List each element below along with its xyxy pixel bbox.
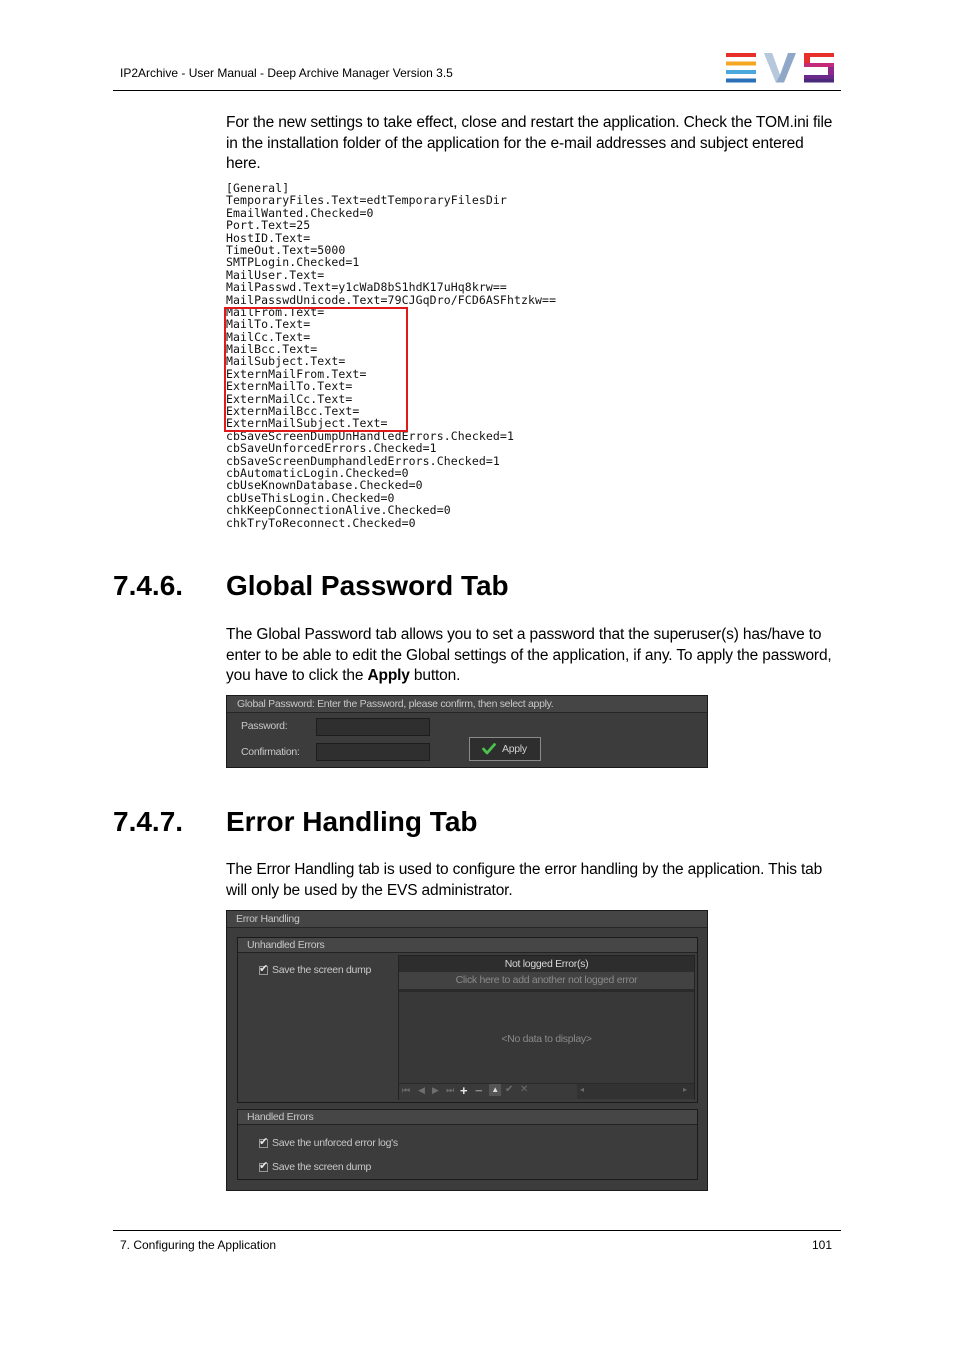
error-handling-panel: [226, 910, 708, 1191]
footer-chapter: 7. Configuring the Application: [120, 1238, 277, 1252]
checkbox-label: Save the screen dump: [272, 964, 372, 976]
global-password-paragraph: The Global Password tab allows you to set a password that the superuser(s) has/have to enter to be able to edit the Global settings of the application, if any. To apply the password, you have to click the Apply button.: [226, 626, 832, 684]
ini-line: MailSubject.Text=: [226, 354, 346, 369]
ini-line: cbUseKnownDatabase.Checked=0: [226, 478, 423, 493]
confirmation-input[interactable]: [316, 743, 430, 761]
check-icon: ✔: [259, 963, 268, 975]
ini-line: TimeOut.Text=5000: [226, 242, 346, 257]
edit-record-icon[interactable]: ▲: [489, 1084, 501, 1096]
section-title: Global Password Tab: [226, 570, 509, 601]
apply-button-label: Apply: [502, 743, 527, 755]
ini-line: EmailWanted.Checked=0: [226, 205, 374, 220]
grid-empty-text: <No data to display>: [501, 1033, 592, 1045]
cancel-record-icon[interactable]: ✕: [520, 1084, 529, 1095]
ini-line: SMTPLogin.Checked=1: [226, 255, 360, 270]
last-record-icon[interactable]: ⏭: [446, 1085, 454, 1095]
apply-button[interactable]: [469, 737, 541, 761]
checkbox-label: Save the unforced error log's: [272, 1137, 398, 1149]
grid-add-row[interactable]: Click here to add another not logged error: [399, 972, 694, 992]
footer-rule: [113, 1230, 841, 1231]
next-record-icon[interactable]: ▶: [432, 1085, 439, 1095]
post-record-icon[interactable]: ✔: [505, 1084, 514, 1095]
group-header: Handled Errors: [238, 1110, 697, 1125]
grid-navigator: [399, 1083, 694, 1100]
ini-line: chkKeepConnectionAlive.Checked=0: [226, 503, 451, 518]
ini-line: MailPasswd.Text=y1cWaD8bS1hdK17uHq8krw==: [226, 280, 507, 295]
apply-bold: Apply: [367, 667, 410, 684]
delete-record-icon[interactable]: −: [475, 1083, 483, 1098]
global-password-panel: [226, 695, 708, 768]
highlight-box: [224, 307, 408, 432]
ini-line: MailBcc.Text=: [226, 342, 318, 357]
ini-line: cbSaveScreenDumphandledErrors.Checked=1: [226, 453, 500, 468]
section-title: Error Handling Tab: [226, 806, 478, 837]
intro-paragraph: For the new settings to take effect, close and restart the application. Check the TOM.ini file in the installation folder of the application for the e-mail addresses and subject entered here.: [226, 114, 833, 172]
horizontal-scrollbar[interactable]: [577, 1084, 694, 1099]
unhandled-errors-group: [237, 937, 698, 1103]
check-icon: ✔: [259, 1136, 268, 1148]
section-number: 7.4.7.: [113, 806, 184, 837]
ini-line: MailPasswdUnicode.Text=79CJGqDro/FCD6ASFhtzkw==: [226, 292, 557, 307]
ini-line: ExternMailCc.Text=: [226, 391, 353, 406]
ini-line: cbAutomaticLogin.Checked=0: [226, 465, 409, 480]
ini-line: ExternMailBcc.Text=: [226, 404, 360, 419]
prev-record-icon[interactable]: ◀: [418, 1085, 425, 1095]
grid-header: Not logged Error(s): [399, 956, 694, 972]
evs-logo: [726, 53, 834, 83]
group-header: Unhandled Errors: [238, 938, 697, 953]
panel-header: Error Handling: [227, 911, 707, 928]
add-record-icon[interactable]: +: [460, 1083, 468, 1098]
error-handling-paragraph: The Error Handling tab is used to configure the error handling by the application. This tab will only be used by the EVS administrator.: [226, 861, 823, 899]
scroll-right-icon[interactable]: ▸: [683, 1085, 687, 1094]
handled-errors-group: [237, 1109, 698, 1180]
ini-line: Port.Text=25: [226, 218, 311, 233]
ini-line: ExternMailSubject.Text=: [226, 416, 388, 431]
header-rule: [113, 90, 841, 91]
scroll-left-icon[interactable]: ◂: [580, 1085, 584, 1094]
ini-line: MailCc.Text=: [226, 329, 311, 344]
ini-line: ExternMailTo.Text=: [226, 379, 353, 394]
ini-line: MailUser.Text=: [226, 267, 325, 282]
checkbox-label: Save the screen dump: [272, 1161, 372, 1173]
ini-line: TemporaryFiles.Text=edtTemporaryFilesDir: [226, 193, 507, 208]
panel-header: Global Password: Enter the Password, please confirm, then select apply.: [227, 696, 707, 713]
not-logged-errors-grid: [398, 955, 695, 1100]
running-header-title: IP2Archive - User Manual - Deep Archive Manager Version 3.5: [120, 66, 453, 80]
checkmark-icon: [482, 743, 496, 755]
password-input[interactable]: [316, 718, 430, 736]
first-record-icon[interactable]: ⏮: [402, 1085, 410, 1095]
ini-line: cbSaveUnforcedErrors.Checked=1: [226, 441, 437, 456]
ini-line: HostID.Text=: [226, 230, 311, 245]
ini-line: ExternMailFrom.Text=: [226, 366, 367, 381]
ini-line: cbSaveScreenDumpUnHandledErrors.Checked=1: [226, 428, 514, 443]
page-number: 101: [811, 1238, 832, 1252]
ini-line: chkTryToReconnect.Checked=0: [226, 515, 416, 530]
ini-line: cbUseThisLogin.Checked=0: [226, 490, 395, 505]
section-number: 7.4.6.: [113, 570, 184, 601]
ini-line: [General]: [226, 181, 290, 195]
ini-line: MailTo.Text=: [226, 317, 311, 332]
ini-line: MailFrom.Text=: [226, 304, 325, 319]
password-label: Password:: [241, 720, 288, 732]
check-icon: ✔: [259, 1160, 268, 1172]
confirmation-label: Confirmation:: [241, 746, 300, 758]
